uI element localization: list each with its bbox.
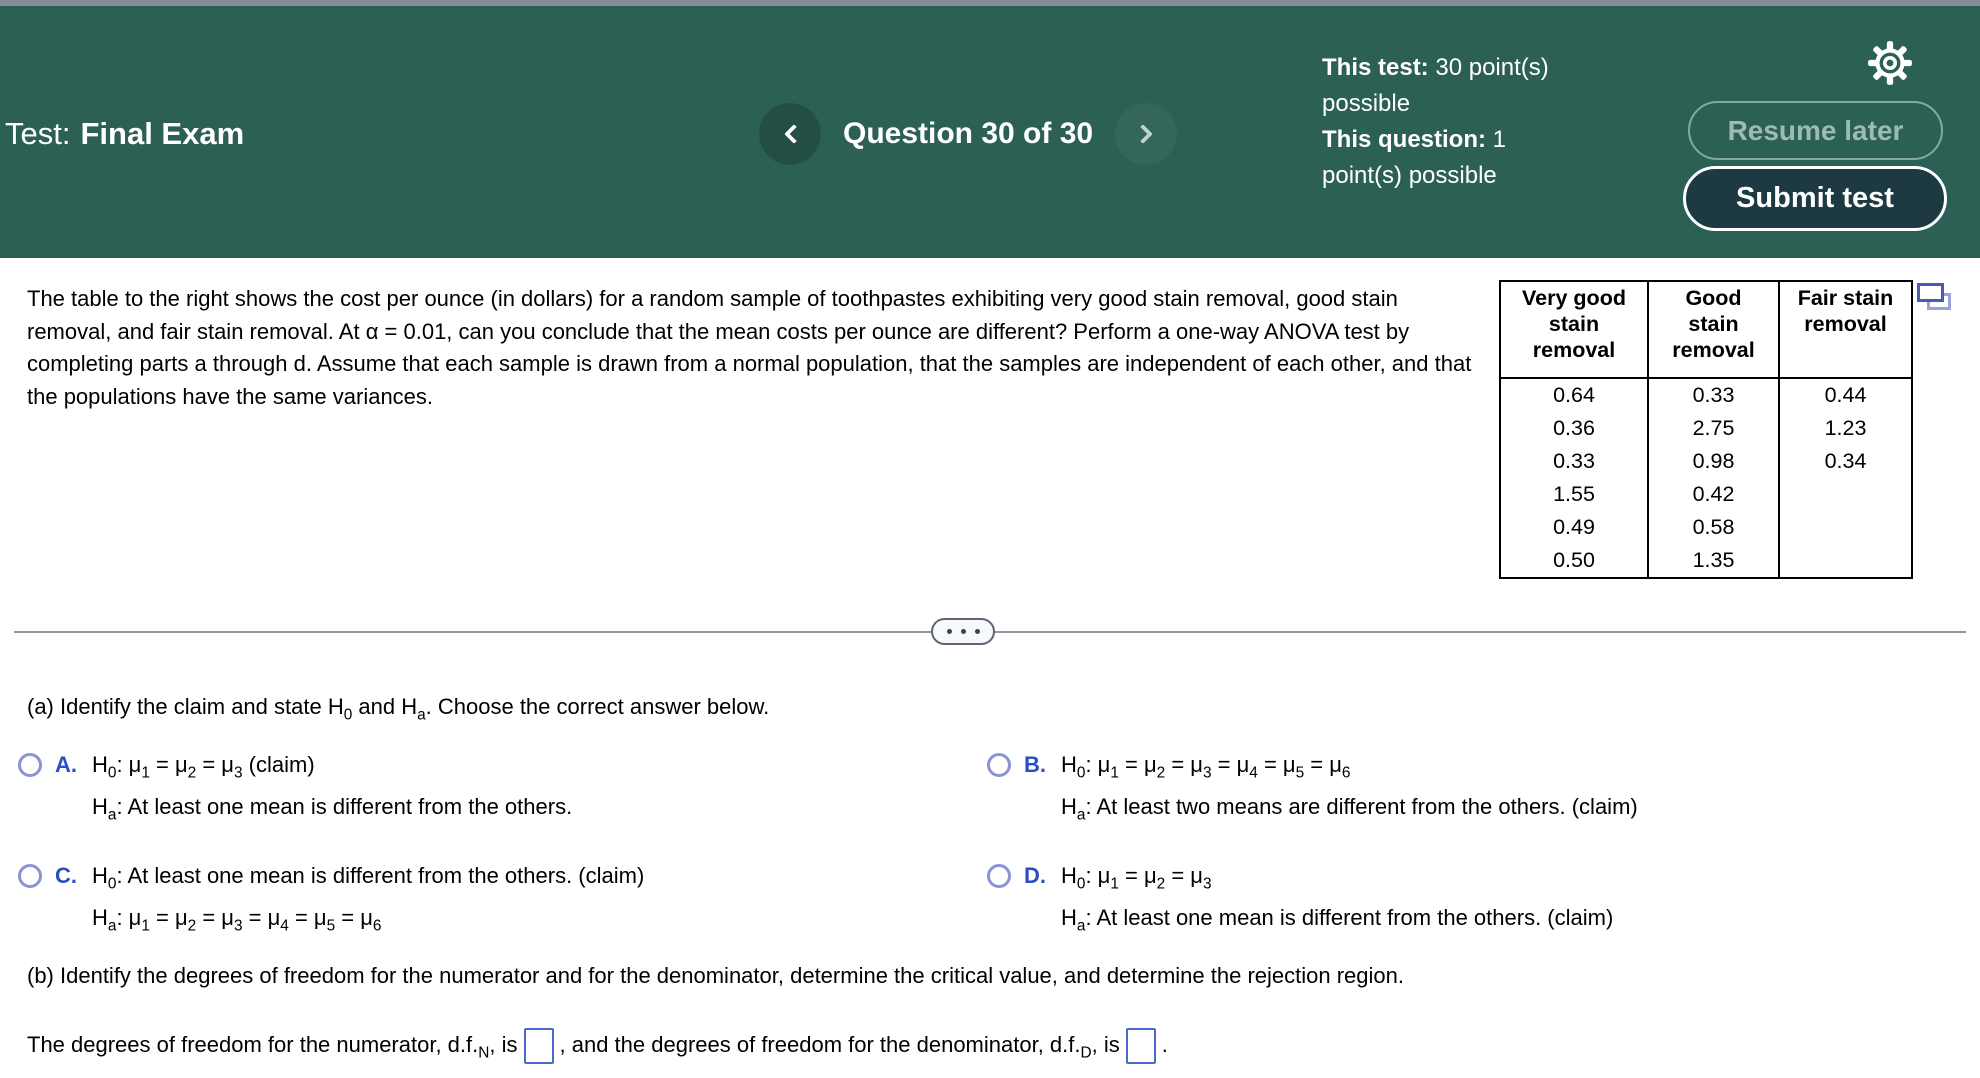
table-cell: 0.33 <box>1648 378 1779 412</box>
part-b-prompt: (b) Identify the degrees of freedom for the numerator and for the denominator, determine the critical value, and determine the rejection region. <box>27 963 1404 988</box>
window-front-icon <box>1917 283 1944 302</box>
table-header-row <box>1500 281 1912 378</box>
option-a-line1: $H_0$: $\mu_1 = \mu_2 = \mu_3$ (claim) <box>92 752 315 782</box>
question-points: This question: 1 point(s) possible <box>1322 126 1507 189</box>
test-label: Test: <box>5 116 71 151</box>
table-cell: 0.58 <box>1648 511 1779 544</box>
option-a-line2: $H_a$: At least one mean is different from the others. <box>92 794 573 824</box>
option-a-letter: A. <box>55 752 77 777</box>
table-row <box>1500 478 1912 511</box>
question-stem: The table to the right shows the cost per ounce (in dollars) for a random sample of toothpastes exhibiting very good stain removal, good stain removal, and fair stain removal. At α = 0.01, can you conclude that the mean costs per ounce are different? Perform a one-way ANOVA test by completing parts a through d. Assume that each sample is drawn from a normal population, that the samples are independent of each other, and that the populations have the same variances. <box>27 286 1472 409</box>
table-cell <box>1779 544 1912 578</box>
collapse-handle[interactable] <box>931 618 995 645</box>
option-c-content <box>92 863 645 935</box>
settings-button[interactable] <box>1866 39 1914 87</box>
answer-option-b <box>987 750 1638 824</box>
column-header: Fair stain removal <box>1779 281 1912 378</box>
table-cell: 0.64 <box>1500 378 1648 412</box>
next-question-button[interactable] <box>1115 103 1177 165</box>
table-row <box>1500 378 1912 412</box>
table-cell <box>1779 511 1912 544</box>
table-cell: 1.35 <box>1648 544 1779 578</box>
table-cell: 2.75 <box>1648 412 1779 445</box>
test-points: This test: 30 point(s) possible <box>1322 54 1549 117</box>
df-numerator-input[interactable] <box>524 1028 554 1064</box>
previous-question-button[interactable] <box>759 103 821 165</box>
option-c-line2: $H_a$: $\mu_1 = \mu_2 = \mu_3 = \mu_4 = \mu_5 = \mu_6$ <box>92 905 382 935</box>
table-cell: 0.50 <box>1500 544 1648 578</box>
column-header: Good stain removal <box>1648 281 1779 378</box>
table-row <box>1500 412 1912 445</box>
answer-option-a <box>18 750 573 824</box>
part-b-sentence <box>27 1028 1168 1064</box>
option-d-line1: $H_0$: $\mu_1 = \mu_2 = \mu_3$ <box>1061 863 1212 893</box>
table-row <box>1500 544 1912 578</box>
table-cell: 0.42 <box>1648 478 1779 511</box>
ellipsis-icon <box>975 629 980 634</box>
column-header: Very good stain removal <box>1500 281 1648 378</box>
cost-data-table <box>1499 280 1913 579</box>
table-cell: 0.36 <box>1500 412 1648 445</box>
option-b-letter: B. <box>1024 752 1046 777</box>
table-cell: 1.23 <box>1779 412 1912 445</box>
ellipsis-icon <box>947 629 952 634</box>
test-title <box>5 116 244 152</box>
table-cell: 1.55 <box>1500 478 1648 511</box>
question-navigation <box>759 103 1177 165</box>
option-d-line2: $H_a$: At least one mean is different from the others. (claim) <box>1061 905 1614 935</box>
option-c-letter: C. <box>55 863 77 888</box>
part-a-prompt: (a) Identify the claim and state $H_0$ and $H_a$. Choose the correct answer below. <box>27 694 770 724</box>
df-sentence-start: The degrees of freedom for the numerator, $d.f._N$, is <box>27 1032 518 1062</box>
gear-icon <box>1866 39 1914 87</box>
answer-option-c <box>18 861 645 935</box>
test-name: Final Exam <box>80 116 245 151</box>
ellipsis-icon <box>961 629 966 634</box>
option-b-content <box>1061 752 1638 824</box>
option-d-content <box>1061 863 1614 935</box>
test-header <box>0 6 1980 258</box>
option-a-content <box>92 752 573 824</box>
table-cell: 0.98 <box>1648 445 1779 478</box>
points-summary <box>1322 50 1582 194</box>
table-cell: 0.44 <box>1779 378 1912 412</box>
option-b-line1: $H_0$: $\mu_1 = \mu_2 = \mu_3 = \mu_4 = \mu_5 = \mu_6$ <box>1061 752 1351 782</box>
submit-test-button[interactable]: Submit test <box>1683 166 1947 231</box>
table-cell: 0.34 <box>1779 445 1912 478</box>
table-row <box>1500 445 1912 478</box>
table-cell: 0.49 <box>1500 511 1648 544</box>
df-denominator-input[interactable] <box>1126 1028 1156 1064</box>
df-sentence-end: . <box>1161 1032 1168 1057</box>
option-b-line2: $H_a$: At least two means are different from the others. (claim) <box>1061 794 1638 824</box>
chevron-left-icon <box>784 124 804 144</box>
option-b-radio[interactable] <box>987 753 1011 777</box>
chevron-right-icon <box>1133 124 1153 144</box>
df-sentence-mid: , and the degrees of freedom for the denominator, $d.f._D$, is <box>559 1032 1120 1062</box>
option-d-radio[interactable] <box>987 864 1011 888</box>
table-cell: 0.33 <box>1500 445 1648 478</box>
table-row <box>1500 511 1912 544</box>
answer-option-d <box>987 861 1614 935</box>
option-d-letter: D. <box>1024 863 1046 888</box>
option-c-line1: $H_0$: At least one mean is different from the others. (claim) <box>92 863 645 893</box>
table-cell <box>1779 478 1912 511</box>
resume-later-button[interactable]: Resume later <box>1688 101 1943 160</box>
question-counter: Question 30 of 30 <box>843 117 1094 150</box>
enlarge-table-button[interactable] <box>1917 283 1955 315</box>
option-c-radio[interactable] <box>18 864 42 888</box>
option-a-radio[interactable] <box>18 753 42 777</box>
